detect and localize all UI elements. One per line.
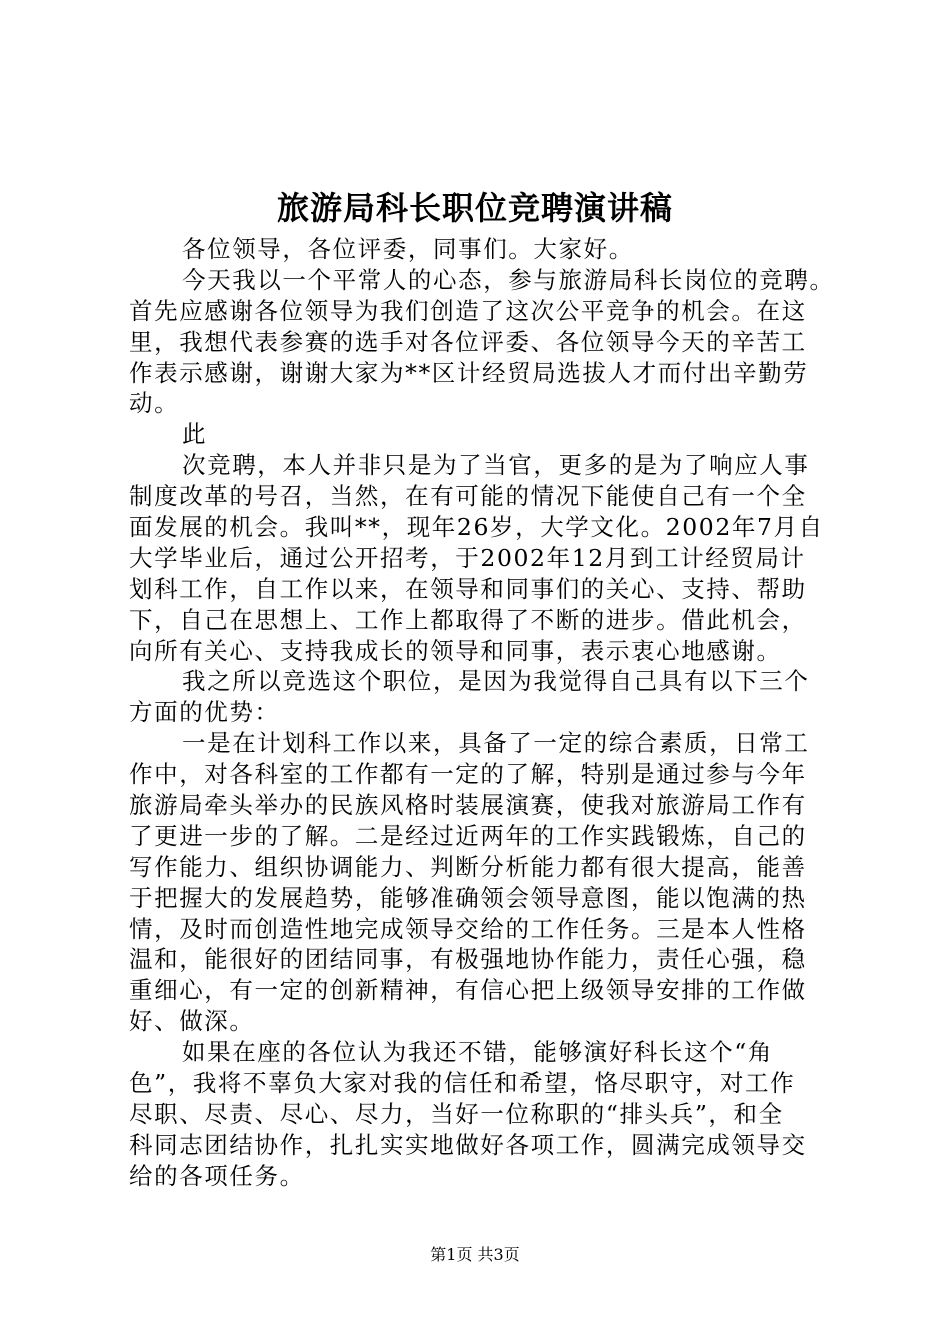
text-line: 如果在座的各位认为我还不错，能够演好科长这个“角 xyxy=(182,1038,773,1067)
text-line: 温和，能很好的团结同事，有极强地协作能力，责任心强，稳 xyxy=(129,945,807,974)
text-line: 色”，我将不辜负大家对我的信任和希望，恪尽职守，对工作 xyxy=(129,1069,796,1098)
text-line: 大学毕业后，通过公开招考，于2002年12月到工计经贸局计 xyxy=(129,543,806,572)
page-number: 第1页 共3页 xyxy=(430,1245,520,1264)
text-line: 向所有关心、支持我成长的领导和同事，表示衷心地感谢。 xyxy=(129,636,782,665)
text-line: 科同志团结协作，扎扎实实地做好各项工作，圆满完成领导交 xyxy=(129,1130,807,1159)
document-title: 旅游局科长职位竞聘演讲稿 xyxy=(276,189,673,227)
text-line: 此 xyxy=(182,420,208,449)
text-line: 里，我想代表参赛的选手对各位评委、各位领导今天的辛苦工 xyxy=(129,327,807,356)
text-line: 制度改革的号召，当然，在有可能的情况下能使自己有一个全 xyxy=(129,482,807,511)
text-line: 给的各项任务。 xyxy=(129,1161,305,1190)
text-line: 今天我以一个平常人的心态，参与旅游局科长岗位的竞聘。 xyxy=(182,265,835,294)
text-line: 下，自己在思想上、工作上都取得了不断的进步。借此机会， xyxy=(129,605,807,634)
text-line: 方面的优势： xyxy=(129,698,280,727)
text-line: 划科工作，自工作以来，在领导和同事们的关心、支持、帮助 xyxy=(129,574,807,603)
text-line: 一是在计划科工作以来，具备了一定的综合素质，日常工 xyxy=(182,729,810,758)
text-line: 情，及时而创造性地完成领导交给的工作任务。三是本人性格 xyxy=(129,914,807,943)
text-line: 了更进一步的了解。二是经过近两年的工作实践锻炼，自己的 xyxy=(129,821,807,850)
text-line: 好、做深。 xyxy=(129,1007,255,1036)
text-line: 各位领导，各位评委，同事们。大家好。 xyxy=(182,235,634,263)
text-line: 写作能力、组织协调能力、判断分析能力都有很大提高，能善 xyxy=(129,852,807,881)
document-body xyxy=(129,234,849,1192)
text-line: 动。 xyxy=(129,389,180,418)
text-line: 于把握大的发展趋势，能够准确领会领导意图，能以饱满的热 xyxy=(129,883,807,912)
text-line: 作表示感谢，谢谢大家为**区计经贸局选拔人才而付出辛勤劳 xyxy=(129,358,809,387)
text-line: 面发展的机会。我叫**，现年26岁，大学文化。2002年7月自 xyxy=(129,513,824,542)
text-line: 尽职、尽责、尽心、尽力，当好一位称职的“排头兵”，和全 xyxy=(129,1099,784,1128)
text-line: 我之所以竞选这个职位，是因为我觉得自己具有以下三个 xyxy=(182,667,810,696)
text-line: 重细心，有一定的创新精神，有信心把上级领导安排的工作做 xyxy=(129,976,807,1005)
text-line: 首先应感谢各位领导为我们创造了这次公平竞争的机会。在这 xyxy=(129,296,807,325)
text-line: 作中，对各科室的工作都有一定的了解，特别是通过参与今年 xyxy=(129,760,807,789)
text-line: 次竞聘，本人并非只是为了当官，更多的是为了响应人事 xyxy=(182,451,810,480)
text-line: 旅游局牵头举办的民族风格时装展演赛，使我对旅游局工作有 xyxy=(129,791,807,820)
